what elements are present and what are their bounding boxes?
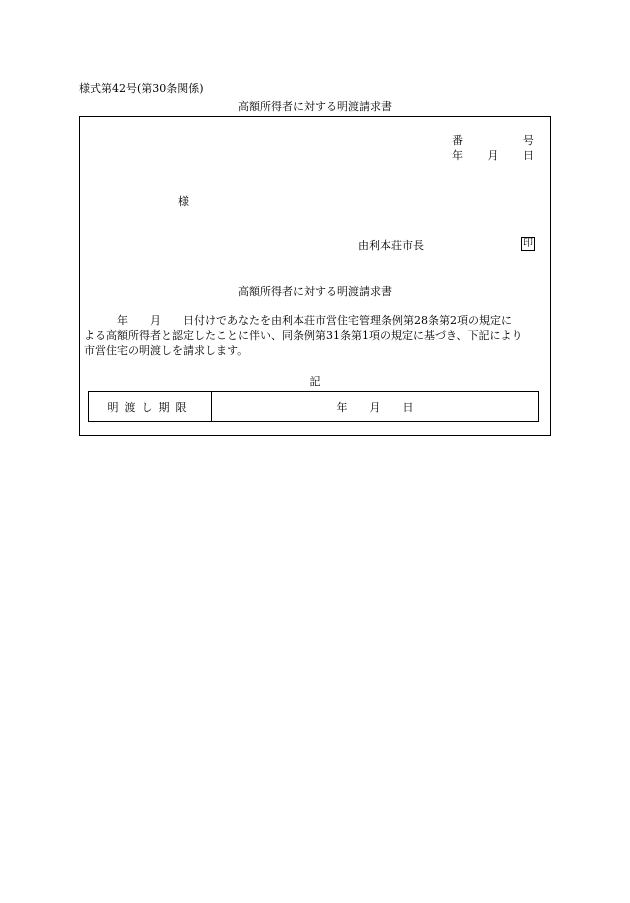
issue-date xyxy=(452,150,534,161)
document-title: 高額所得者に対する明渡請求書 xyxy=(238,285,392,298)
issuer-name: 由利本荘市長 xyxy=(358,239,424,252)
form-number: 様式第42号(第30条関係) xyxy=(79,82,204,95)
date-day: 日 xyxy=(523,149,534,162)
date-month: 月 xyxy=(487,149,499,162)
vacate-deadline-value: 年 月 日 xyxy=(336,400,414,414)
vacate-deadline-table xyxy=(88,391,539,422)
vacate-deadline-label: 明渡し期限 xyxy=(89,392,212,421)
seal-stamp: 印 xyxy=(523,238,533,249)
document-number-label xyxy=(452,135,534,146)
form-title: 高額所得者に対する明渡請求書 xyxy=(238,100,392,113)
document-frame xyxy=(79,116,551,436)
addressee-honorific: 様 xyxy=(178,195,189,208)
body-text: 年 月 日付けであなたを由利本荘市営住宅管理条例第28条第2項の規定に よる高額所得者と認定したことに伴い、同条例第31条第1項の規定に基づき、下記により 市営住宅の明渡しを請求します。 xyxy=(84,314,523,357)
note-heading: 記 xyxy=(309,375,321,388)
number-char: 番 xyxy=(452,134,463,147)
number-char: 号 xyxy=(523,134,534,147)
date-year: 年 xyxy=(452,149,463,162)
